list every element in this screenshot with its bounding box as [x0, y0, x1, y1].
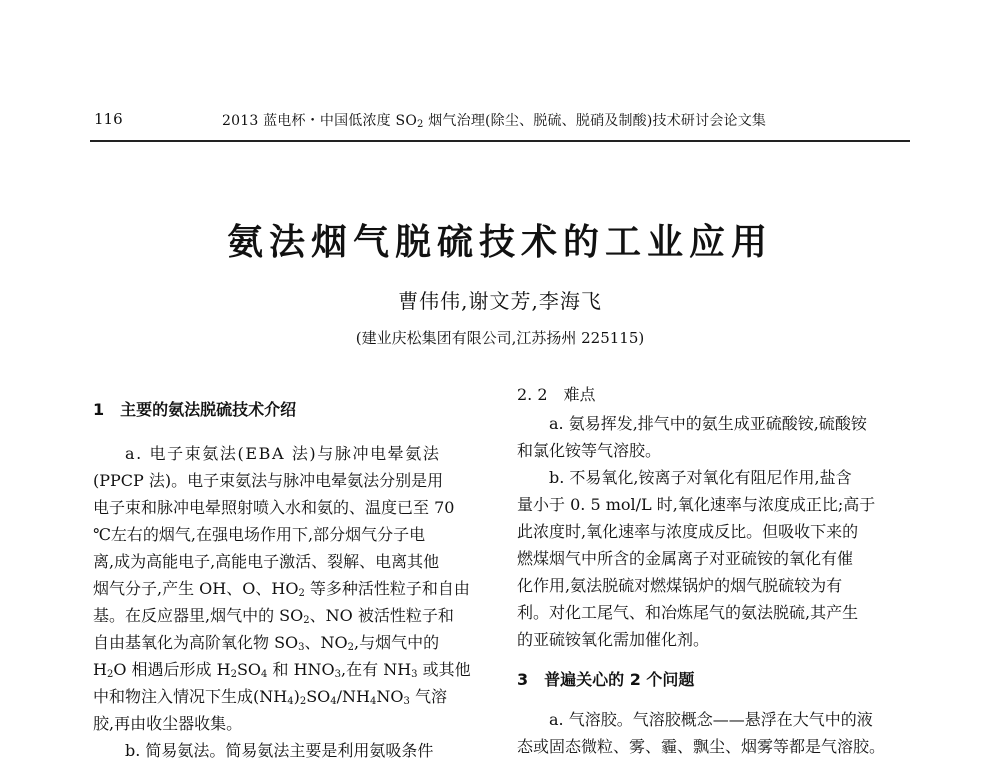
right-column	[517, 381, 909, 760]
running-title: 2013 蓝电杯・中国低浓度 $SO_2$ 烟气治理(除尘、脱硫、脱硝及制酸)技术研讨会论文集	[222, 113, 767, 130]
text-line: 的亚硫铵氧化需加催化剂。	[517, 630, 710, 649]
paper-title: 氨法烟气脱硫技术的工业应用	[226, 222, 773, 263]
text-line: a. 电子束氨法(EBA 法)与脉冲电晕氨法	[125, 444, 441, 463]
text-line: 此浓度时,氧化速率与浓度成反比。但吸收下来的	[517, 522, 859, 541]
affiliation: (建业庆松集团有限公司,江苏扬州 225115)	[355, 329, 645, 347]
text-line: 胶,再由收尘器收集。	[93, 714, 243, 733]
section-2-2-heading: 2. 2 难点	[517, 385, 596, 404]
text-line: b. 简易氨法。简易氨法主要是利用氨吸条件	[125, 741, 434, 760]
text-line: a. 氨易挥发,排气中的氨生成亚硫酸铵,硫酸铵	[549, 414, 867, 433]
text-line: a. 气溶胶。气溶胶概念——悬浮在大气中的液	[549, 710, 873, 729]
text-line: (PPCP 法)。电子束氨法与脉冲电晕氨法分别是用	[93, 471, 444, 490]
text-line: 电子束和脉冲电晕照射喷入水和氨的、温度已至 70	[93, 498, 455, 517]
text-line: 烟气分子,产生 OH、O、$HO_2$ 等多种活性粒子和自由	[93, 579, 470, 599]
text-line: 利。对化工尾气、和冶炼尾气的氨法脱硫,其产生	[517, 603, 859, 622]
text-line: 自由基氧化为高阶氧化物 $SO_3$、$NO_2$,与烟气中的	[93, 633, 440, 653]
text-line: ℃左右的烟气,在强电场作用下,部分烟气分子电	[93, 525, 426, 544]
text-line: 化作用,氨法脱硫对燃煤锅炉的烟气脱硫较为有	[517, 576, 843, 595]
text-line: 量小于 0. 5 mol/L 时,氧化速率与浓度成正比;高于	[517, 495, 876, 514]
text-line: $H_2O$ 相遇后形成 $H_2SO_4$ 和 $HNO_3$,在有 $NH_3$ 或其他	[93, 660, 471, 680]
header-rule	[90, 140, 910, 142]
section-3-heading: 3 普遍关心的 2 个问题	[517, 670, 695, 689]
text-line: 和氯化铵等气溶胶。	[517, 441, 662, 460]
left-column	[93, 396, 480, 764]
section-1-heading: 1 主要的氨法脱硫技术介绍	[93, 400, 297, 419]
authors: 曹伟伟,谢文芳,李海飞	[398, 289, 602, 313]
text-line: 态或固态微粒、雾、霾、飘尘、烟雾等都是气溶胶。	[517, 737, 886, 756]
page-number: 116	[94, 110, 123, 128]
text-line: 燃煤烟气中所含的金属离子对亚硫铵的氧化有催	[517, 549, 854, 568]
text-line: 中和物注入情况下生成$(NH_4)_2SO_4/NH_4NO_3$ 气溶	[93, 687, 447, 707]
text-line: 离,成为高能电子,高能电子激活、裂解、电离其他	[93, 552, 440, 571]
text-line: 基。在反应器里,烟气中的 $SO_2$、NO 被活性粒子和	[93, 606, 454, 626]
text-line: b. 不易氧化,铵离子对氧化有阻尼作用,盐含	[549, 468, 852, 487]
